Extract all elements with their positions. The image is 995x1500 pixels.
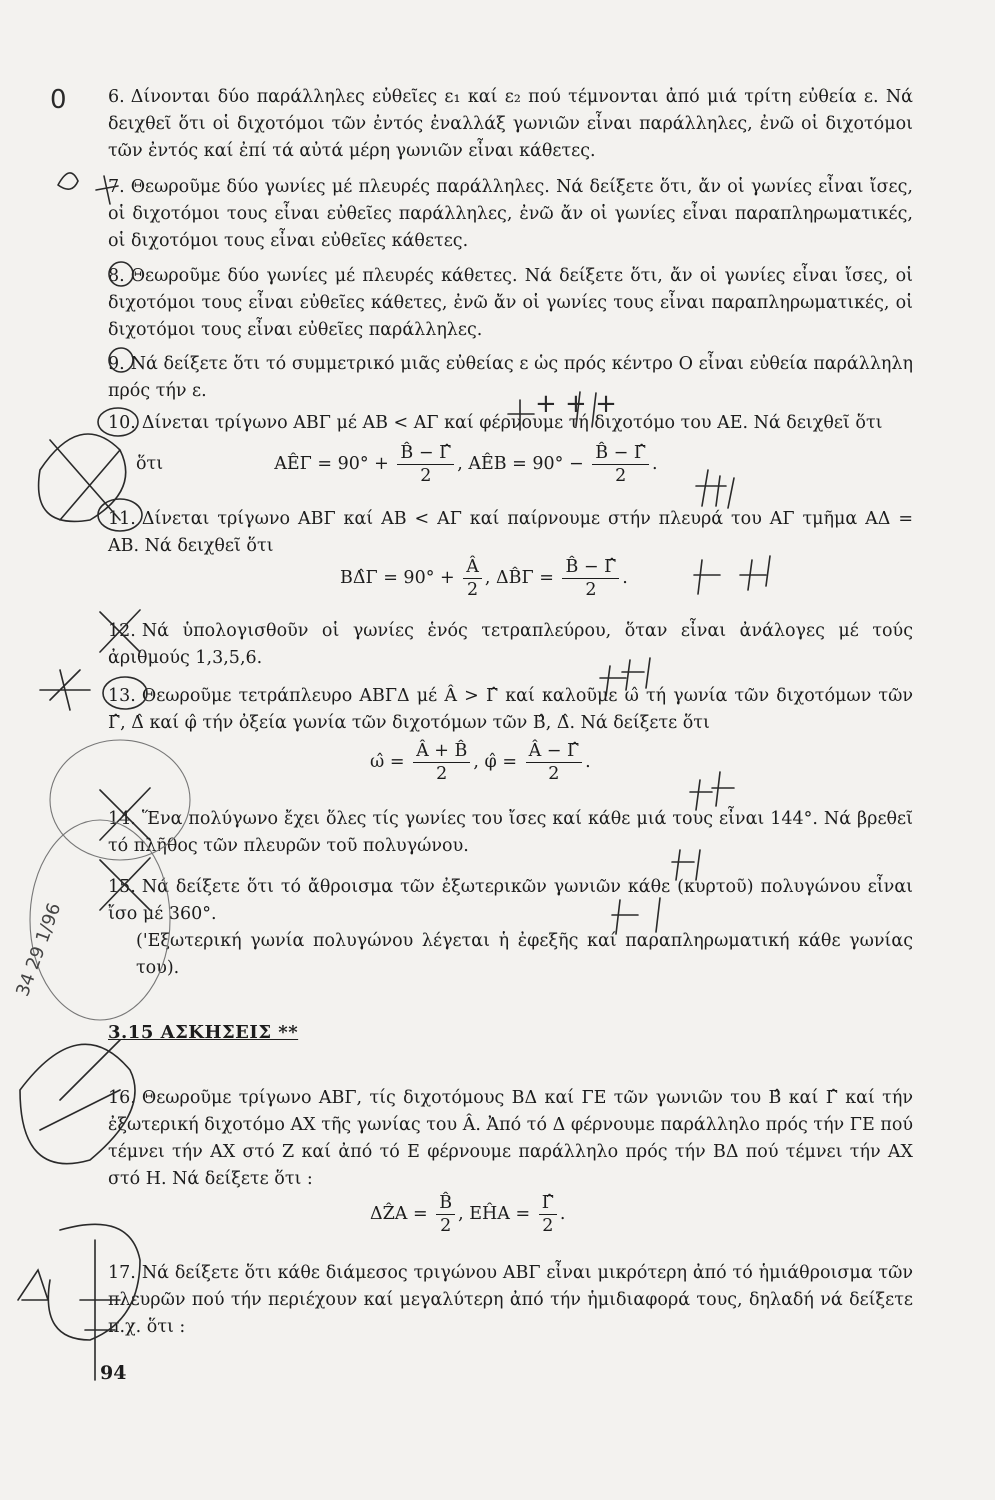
exercise-15 <box>108 874 913 928</box>
exercise-number: 10. <box>108 413 136 433</box>
fraction: $\frac{Â - \Gammâ}{2}$ <box>526 740 583 785</box>
formula-lhs: , φ̂ = <box>473 752 517 772</box>
formula-10: ὅτι ΑÊΓ = 90° + $\frac{B̂ - \Gammâ}{2}$ , ΑÊΒ = 90° − $\frac{B̂ - \Gammâ}{2}$ . <box>136 443 658 486</box>
exercise-text: Νά δείξετε ὅτι τό συμμετρικό μιᾶς εὐθείας ε ὡς πρός κέντρο Ο εἶναι εὐθεία παράλληλη πρός τήν ε. <box>108 354 913 401</box>
exercise-13 <box>108 683 913 737</box>
exercise-text: Θεωροῦμε δύο γωνίες μέ πλευρές παράλληλες. Νά δείξετε ὅτι, ἄν οἱ γωνίες εἶναι ἴσες, οἱ διχοτόμοι τους εἶναι εὐθεῖες παράλληλες, ἐνῶ ἄν οἱ γωνίες εἶναι παραπληρωματικές, οἱ διχοτόμοι τους εἶναι εὐθεῖες κάθετες. <box>108 177 913 251</box>
margin-note: 34 29 1/96 <box>12 900 66 1000</box>
fraction: $\frac{Â}{2}$ <box>463 556 482 601</box>
formula-lhs: ΑÊΓ = 90° + <box>274 454 389 474</box>
exercise-6 <box>108 84 913 165</box>
formula-lhs: ω̂ = <box>370 752 405 772</box>
fraction: $\frac{B̂ - \Gammâ}{2}$ <box>592 442 649 487</box>
exercise-12 <box>108 618 913 672</box>
exercise-text: Νά δείξετε ὅτι κάθε διάμεσος τριγώνου ΑΒΓ εἶναι μικρότερη ἀπό τό ἡμιάθροισμα τῶν πλευρῶν πού τήν περιέχουν καί μεγαλύτερη ἀπό τήν ἡμιδιαφορά τους, δηλαδή νά δείξετε π.χ. ὅτι : <box>108 1263 913 1337</box>
plus-marks: + + + <box>535 389 617 419</box>
exercise-number: 13. <box>108 686 136 706</box>
exercise-number: 6. <box>108 87 125 107</box>
fraction: $\frac{B̂ - \Gammâ}{2}$ <box>562 556 619 601</box>
exercise-10 <box>108 410 913 437</box>
exercise-7 <box>108 174 913 255</box>
exercise-8 <box>108 263 913 344</box>
formula-lhs: , ΑÊΒ = 90° − <box>457 454 584 474</box>
exercise-number: 16. <box>108 1088 136 1108</box>
formula-lhs: , ΔB̂Γ = <box>484 568 554 588</box>
exercise-text: Δίνεται τρίγωνο ΑΒΓ καί ΑΒ < ΑΓ καί παίρνουμε στήν πλευρά του ΑΓ τμῆμα ΑΔ = ΑΒ. Νά δειχθεῖ ὅτι <box>108 509 913 556</box>
fraction: $\frac{Â + B̂}{2}$ <box>413 740 470 785</box>
exercise-text: Δίνεται τρίγωνο ΑΒΓ μέ ΑΒ < ΑΓ καί φέρνουμε τή διχοτόμο του ΑΕ. Νά δειχθεῖ ὅτι <box>141 413 883 433</box>
exercise-text: Θεωροῦμε δύο γωνίες μέ πλευρές κάθετες. Νά δείξετε ὅτι, ἄν οἱ γωνίες εἶναι ἴσες, οἱ διχοτόμοι τους εἶναι εὐθεῖες κάθετες, ἐνῶ ἄν οἱ γωνίες τους εἶναι παραπληρωματικές, οἱ διχοτόμοι τους εἶναι εὐθεῖες παράλληλες. <box>108 266 913 340</box>
exercise-number: 15. <box>108 877 136 897</box>
exercise-text: ('Εξωτερική γωνία πολυγώνου λέγεται ἡ ἐφεξῆς καί παραπληρωματική κάθε γωνίας του). <box>136 931 913 978</box>
formula-11: ΒΔ̂Γ = 90° + $\frac{Â}{2}$ , ΔB̂Γ = $\frac{B̂ - \Gammâ}{2}$ . <box>340 557 628 600</box>
exercise-text: Θεωροῦμε τετράπλευρο ΑΒΓΔ μέ Â > Γ̂ καί καλοῦμε ω̂ τή γωνία τῶν διχοτόμων τῶν Γ̂, Δ̂ καί φ̂ τήν ὀξεία γωνία τῶν διχοτόμων τῶν Β̂, Δ̂. Νά δείξετε ὅτι <box>108 686 913 733</box>
formula-lhs: ΔẐΑ = <box>370 1204 428 1224</box>
exercise-number: 14. <box>108 809 136 829</box>
exercise-text: Θεωροῦμε τρίγωνο ΑΒΓ, τίς διχοτόμους ΒΔ καί ΓΕ τῶν γωνιῶν του Β̂ καί Γ̂ καί τήν ἐξωτερική διχοτόμο ΑΧ τῆς γωνίας του Â. Ἀπό τό Δ φέρνουμε παράλληλο πρός τήν ΓΕ πού τέμνει τήν ΑΧ στό Ζ καί ἀπό τό Ε φέρνουμε παράλληλο πρός τήν ΒΔ πού τέμνει τήν ΑΧ στό Η. Νά δείξετε ὅτι : <box>108 1088 913 1189</box>
formula-16: ΔẐΑ = $\frac{B̂}{2}$ , ΕĤΑ = $\frac{\Gammâ}{2}$ . <box>370 1193 566 1236</box>
exercise-16 <box>108 1085 913 1193</box>
formula-lhs: ΒΔ̂Γ = 90° + <box>340 568 455 588</box>
star-mark <box>40 670 90 710</box>
fraction: $\frac{B̂}{2}$ <box>436 1192 455 1237</box>
exercise-number: 12. <box>108 621 136 641</box>
exercise-number: 7. <box>108 177 125 197</box>
exercise-17 <box>108 1260 913 1341</box>
exercise-9 <box>108 351 913 405</box>
section-heading: 3.15 ΑΣΚΗΣΕΙΣ ** <box>108 1022 299 1043</box>
exercise-11 <box>108 506 913 560</box>
exercise-text: Νά ὑπολογισθοῦν οἱ γωνίες ἑνός τετραπλεύρου, ὅταν εἶναι ἀνάλογες μέ τούς ἀριθμούς 1,3,5,6. <box>108 621 913 668</box>
page-number: 94 <box>100 1362 127 1384</box>
exercise-number: 8. <box>108 266 125 286</box>
fraction: $\frac{B̂ - \Gammâ}{2}$ <box>397 442 454 487</box>
formula-lhs: , ΕĤΑ = <box>458 1204 531 1224</box>
exercise-14 <box>108 806 913 860</box>
exercise-15-note <box>108 928 913 982</box>
exercise-number: 17. <box>108 1263 136 1283</box>
exercise-text: Ἕνα πολύγωνο ἔχει ὅλες τίς γωνίες του ἴσες καί κάθε μιά τους εἶναι 144°. Νά βρεθεῖ τό πλῆθος τῶν πλευρῶν τοῦ πολυγώνου. <box>108 809 913 856</box>
formula-prefix: ὅτι <box>136 454 164 474</box>
exercise-text: Δίνονται δύο παράλληλες εὐθεῖες ε₁ καί ε₂ πού τέμνονται ἀπό μιά τρίτη εὐθεία ε. Νά δειχθεῖ ὅτι οἱ διχοτόμοι τῶν ἐντός ἐναλλάξ γωνιῶν εἶναι παράλληλες, ἐνῶ οἱ διχοτόμοι τῶν ἐντός καί ἐπί τά αὐτά μέρη γωνιῶν εἶναι κάθετες. <box>108 87 913 161</box>
exercise-number: 9. <box>108 354 125 374</box>
fraction: $\frac{\Gammâ}{2}$ <box>539 1192 557 1237</box>
formula-13: ω̂ = $\frac{Â + B̂}{2}$ , φ̂ = $\frac{Â - \Gammâ}{2}$ . <box>370 741 591 784</box>
exercise-number: 11. <box>108 509 136 529</box>
handwritten-zero: 0 <box>50 85 67 115</box>
side-mark <box>18 1270 48 1300</box>
exercise-text: Νά δείξετε ὅτι τό ἄθροισμα τῶν ἐξωτερικῶν γωνιῶν κάθε (κυρτοῦ) πολυγώνου εἶναι ἴσο μέ 360°. <box>108 877 913 924</box>
